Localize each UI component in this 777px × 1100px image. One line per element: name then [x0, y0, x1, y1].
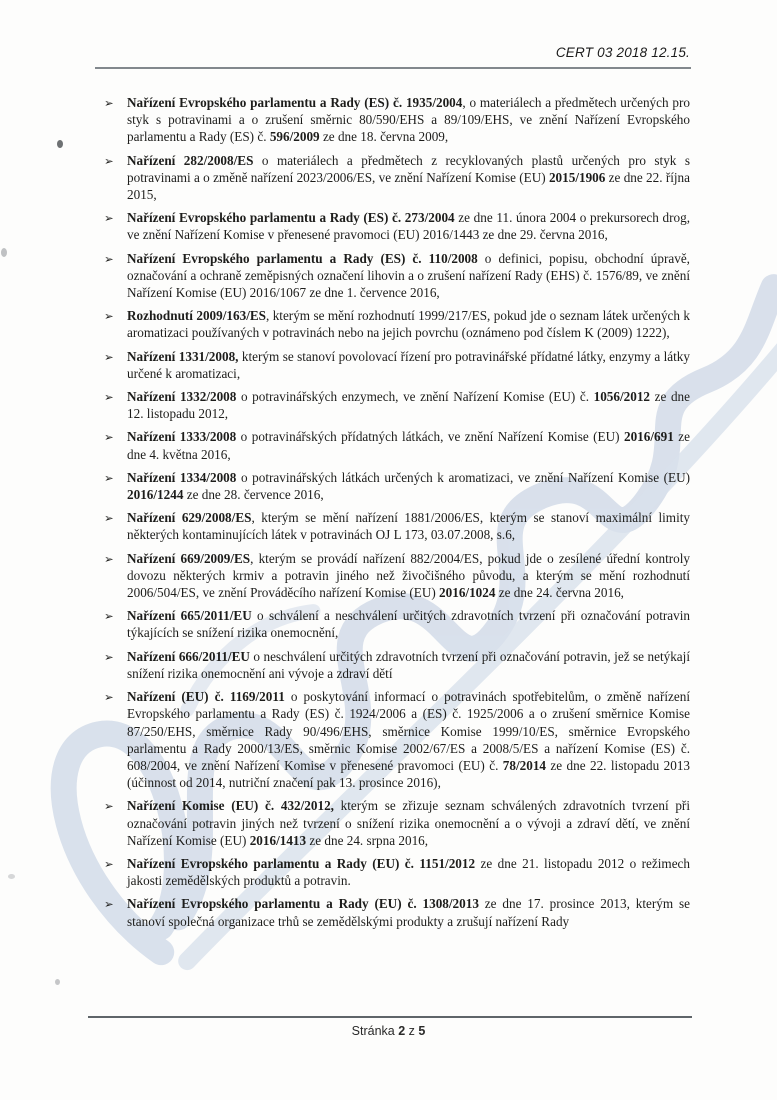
bullet-arrow-icon: ➢	[104, 690, 114, 705]
list-item	[104, 209, 690, 243]
list-item	[104, 607, 690, 641]
bullet-arrow-icon: ➢	[104, 470, 114, 485]
item-text: Nařízení Evropského parlamentu a Rady (ES) č. 110/2008 o definici, popisu, obchodní úpravě, označování a ochraně zeměpisných označení lihovin a o zrušení nařízení Rady (EHS) č. 1576/89, ve znění Nařízení Komise (EU) 2016/1067 ze dne 1. července 2016,	[127, 250, 690, 301]
document-code: CERT 03 2018 12.15.	[555, 45, 690, 60]
bullet-arrow-icon: ➢	[104, 430, 114, 445]
item-text: Nařízení 1333/2008 o potravinářských přídatných látkách, ve znění Nařízení Komise (EU) 2016/691 ze dne 4. května 2016,	[127, 429, 690, 462]
item-text: Nařízení Evropského parlamentu a Rady (EU) č. 1308/2013 ze dne 17. prosince 2013, kterým se stanoví společná organizace trhů se zemědělskými produkty a zrušují nařízení Rady	[127, 896, 690, 929]
bullet-arrow-icon: ➢	[104, 390, 114, 405]
item-text: Nařízení 669/2009/ES, kterým se provádí nařízení 882/2004/ES, pokud jde o zesílené úřední kontroly dovozu některých krmiv a potravin jiného než živočišného původu, a kterým se mění rozhodnutí 2006/504/ES, ve znění Prováděcího nařízení Komise (EU) 2016/1024 ze dne 24. června 2016,	[127, 550, 690, 601]
bullet-arrow-icon: ➢	[104, 211, 114, 226]
bullet-arrow-icon: ➢	[104, 609, 114, 624]
item-text: Nařízení 1334/2008 o potravinářských látkách určených k aromatizaci, ve znění Nařízení Komise (EU) 2016/1244 ze dne 28. července 2016,	[127, 469, 690, 503]
item-text: Nařízení 665/2011/EU o schválení a neschválení určitých zdravotních tvrzení při označování potravin týkajících se snížení rizika onemocnění,	[127, 608, 690, 641]
item-text: Nařízení Evropského parlamentu a Rady (ES) č. 273/2004 ze dne 11. února 2004 o prekursorech drog, ve znění Nařízení Komise v přenesené pravomoci (EU) 2016/1443 ze dne 29. června 2016,	[127, 210, 690, 243]
list-item	[104, 388, 690, 422]
scan-speck	[57, 140, 63, 148]
page-number-footer	[0, 1024, 777, 1038]
item-text: Nařízení Evropského parlamentu a Rady (ES) č. 1935/2004, o materiálech a předmětech určených pro styk s potravinami a o zrušení směrnic 80/590/EHS a 89/109/EHS, ve znění Nařízení Evropského parlamentu a Rady (ES) č. 596/2009 ze dne 18. června 2009,	[127, 95, 690, 145]
footer-rule	[88, 1016, 692, 1018]
bullet-arrow-icon: ➢	[104, 309, 114, 324]
item-text: Nařízení Komise (EU) č. 432/2012, kterým se zřizuje seznam schválených zdravotních tvrzení při označování potravin jiných než tvrzení o snížení rizika onemocnění a o vývoji a zdraví dětí, ve znění Nařízení Komise (EU) 2016/1413 ze dne 24. srpna 2016,	[127, 798, 690, 848]
item-text: Rozhodnutí 2009/163/ES, kterým se mění rozhodnutí 1999/217/ES, pokud jde o seznam látek určených k aromatizaci používaných v potravinách nebo na jejich povrchu (oznámeno pod číslem K (2009) 1222),	[127, 308, 690, 341]
scan-speck	[55, 979, 60, 985]
regulation-list	[104, 94, 690, 1014]
list-item	[104, 348, 690, 382]
bullet-arrow-icon: ➢	[104, 96, 114, 110]
bullet-arrow-icon: ➢	[104, 251, 114, 266]
list-item	[104, 250, 690, 302]
item-text: Nařízení 1331/2008, kterým se stanoví povolovací řízení pro potravinářské přídatné látky, enzymy a látky určené k aromatizaci,	[127, 348, 690, 381]
footer-current-page: 2	[398, 1024, 406, 1038]
item-text: Nařízení 1332/2008 o potravinářských enzymech, ve znění Nařízení Komise (EU) č. 1056/2012 ze dne 12. listopadu 2012,	[127, 389, 690, 422]
list-item	[104, 550, 690, 602]
list-item	[104, 688, 690, 791]
list-item	[104, 94, 690, 146]
footer-of-label: z	[408, 1024, 415, 1038]
footer-total-pages: 5	[418, 1024, 426, 1038]
bullet-arrow-icon: ➢	[104, 856, 114, 871]
bullet-arrow-icon: ➢	[104, 551, 114, 566]
scan-speck	[1, 248, 7, 257]
bullet-arrow-icon: ➢	[104, 897, 114, 912]
list-item	[104, 307, 690, 341]
bullet-arrow-icon: ➢	[104, 349, 114, 364]
header-rule	[95, 67, 691, 69]
item-text: Nařízení 629/2008/ES, kterým se mění nařízení 1881/2006/ES, kterým se stanoví maximální limity některých kontaminujících látek v potravinách OJ L 173, 03.07.2008, s.6,	[127, 510, 690, 543]
list-item	[104, 509, 690, 543]
list-item	[104, 469, 690, 503]
item-text: Nařízení Evropského parlamentu a Rady (EU) č. 1151/2012 ze dne 21. listopadu 2012 o režimech jakosti zemědělských produktů a potravin.	[127, 855, 690, 889]
scan-speck	[8, 874, 15, 879]
list-item	[104, 895, 690, 929]
bullet-arrow-icon: ➢	[104, 511, 114, 526]
item-text: Nařízení 282/2008/ES o materiálech a předmětech z recyklovaných plastů určených pro styk s potravinami a o změně nařízení 2023/2006/ES, ve znění Nařízení Komise (EU) 2015/1906 ze dne 22. října 2015,	[127, 152, 690, 203]
bullet-arrow-icon: ➢	[104, 799, 114, 814]
bullet-arrow-icon: ➢	[104, 649, 114, 664]
item-text: Nařízení (EU) č. 1169/2011 o poskytování informací o potravinách spotřebitelům, o změně nařízení Evropského parlamentu a Rady (ES) č. 1924/2006 a (ES) č. 1925/2006 a o zrušení směrnice Komise 87/250/EHS, směrnice Rady 90/496/EHS, směrnice Komise 1999/10/ES, směrnice Evropského parlamentu a Rady 2000/13/ES, směrnic Komise 2002/67/ES a 2008/5/ES a nařízení Komise (ES) č. 608/2004, ve znění Nařízení Komise v přenesené pravomoci (EU) č. 78/2014 ze dne 22. listopadu 2013 (účinnost od 2014, nutriční značení pak 13. prosince 2016),	[127, 689, 690, 791]
list-item	[104, 797, 690, 849]
list-item	[104, 855, 690, 889]
list-item	[104, 648, 690, 682]
bullet-arrow-icon: ➢	[104, 153, 114, 168]
footer-label: Stránka	[351, 1024, 395, 1038]
list-item	[104, 428, 690, 462]
item-text: Nařízení 666/2011/EU o neschválení určitých zdravotních tvrzení při označování potravin, jež se netýkají snížení rizika onemocnění ani vývoje a zdraví dětí	[127, 648, 690, 681]
list-item	[104, 152, 690, 204]
